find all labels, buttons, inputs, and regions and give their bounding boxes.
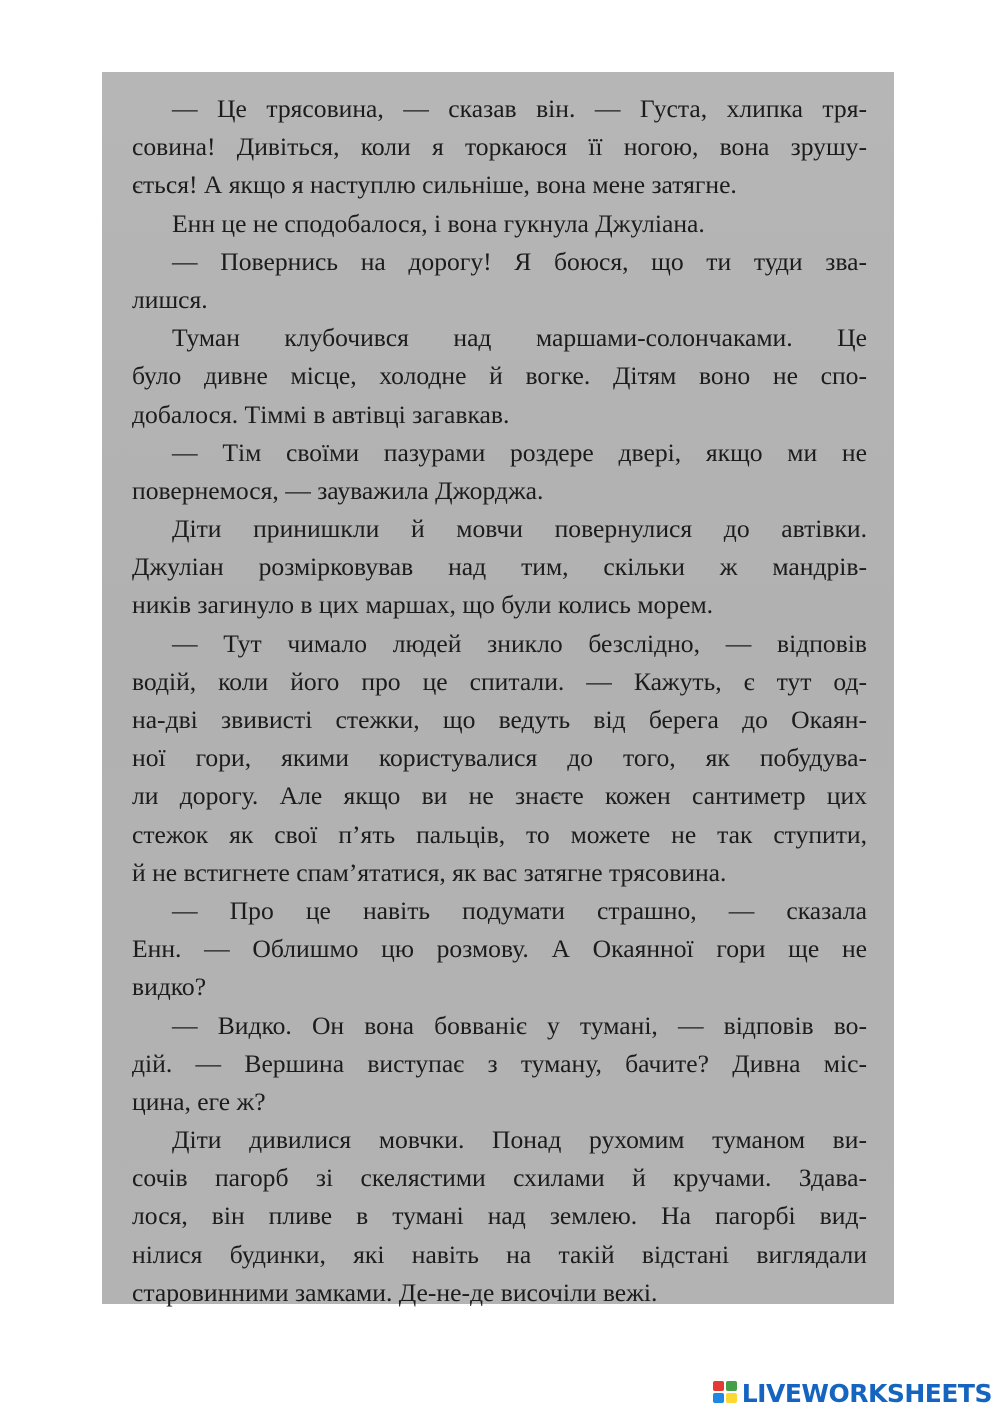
logo-square-red [713,1381,724,1391]
text-line: ли дорогу. Але якщо ви не знаєте кожен сантиметр цих [132,781,867,811]
book-page-scan [102,72,894,1307]
text-line: видко? [132,972,207,1002]
text-line: Джуліан розмірковував над тим, скільки ж мандрів- [132,552,867,582]
text-line: водій, коли його про це спитали. — Кажуть, є тут од- [132,666,867,696]
text-line: ється! А якщо я наступлю сильніше, вона мене затягне. [132,170,737,200]
text-line: старовинними замками. Де-не-де височіли вежі. [132,1277,658,1307]
text-line: Діти принишкли й мовчи повернулися до автівки. [172,514,867,544]
text-line: й не встигнете спам’ятатися, як вас затягне трясовина. [132,857,727,887]
text-line: ної гори, якими користувалися до того, як побудува- [132,743,867,773]
text-line: нілися будинки, які навіть на такій відстані виглядали [132,1239,867,1269]
text-line: — Це трясовина, — сказав він. — Густа, хлипка тря- [172,94,867,123]
logo-square-yellow [726,1393,737,1403]
text-line: лишся. [132,284,208,314]
text-line: добалося. Тіммі в автівці загавкав. [132,399,510,429]
page-text [132,90,867,1312]
text-line: стежок як свої п’ять пальців, то можете не так ступити, [132,819,867,849]
text-line: цина, еге ж? [132,1086,266,1116]
text-line: совина! Дивіться, коли я торкаюся її ногою, вона зрушу- [132,132,867,162]
text-line: ників загинуло в цих маршах, що були колись морем. [132,590,714,620]
text-line: — Видко. Он вона бовваніє у тумані, — відповів во- [172,1010,867,1040]
text-line: Діти дивилися мовчки. Понад рухомим туманом ви- [172,1125,867,1155]
text-line: дій. — Вершина виступає з туману, бачите? Дивна міс- [132,1048,867,1078]
logo-square-green [726,1381,737,1391]
text-line: на-дві звивисті стежки, що ведуть від берега до Окаян- [132,705,867,734]
text-line: Туман клубочився над маршами-солончаками. Це [172,323,867,353]
text-line: Енн. — Облишмо цю розмову. А Окаянної гори ще не [132,934,867,964]
brand-name: LIVEWORKSHEETS [741,1378,992,1408]
text-line: лося, він пливе в тумані над землею. На пагорбі вид- [132,1201,867,1231]
text-line: Енн це не сподобалося, і вона гукнула Джуліана. [172,208,705,238]
text-line: — Про це навіть подумати страшно, — сказала [172,895,867,925]
text-line: — Повернись на дорогу! Я боюся, що ти туди зва- [172,246,867,276]
text-line: було дивне місце, холодне й вогке. Дітям воно не спо- [132,361,867,391]
text-line: повернемося, — зауважила Джорджа. [132,475,544,505]
text-line: — Тут чимало людей зникло безслідно, — відповів [172,628,867,658]
text-line: — Тім своїми пазурами роздере двері, якщо ми не [172,437,867,467]
liveworksheets-watermark [713,1378,992,1408]
logo-square-blue [713,1393,724,1403]
liveworksheets-logo-icon [713,1381,739,1405]
text-line: сочів пагорб зі скелястими схилами й кручами. Здава- [132,1163,867,1193]
